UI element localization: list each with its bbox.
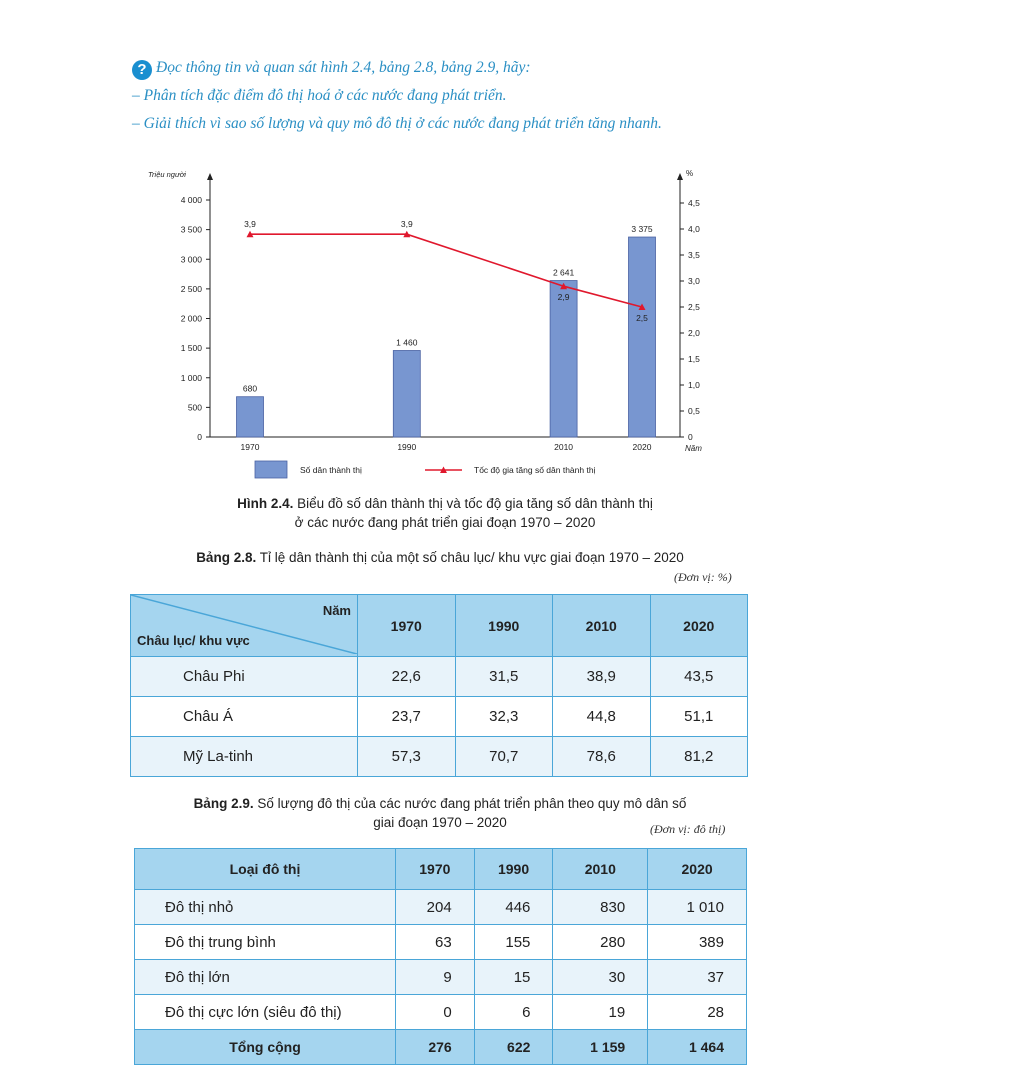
left-tick-label: 1 500 <box>180 343 202 354</box>
legend-line-label: Tốc độ gia tăng số dân thành thị <box>474 465 596 475</box>
cell: 9 <box>396 960 475 995</box>
table28-year-2020: 2020 <box>650 595 748 657</box>
cell: 204 <box>396 890 475 925</box>
row-name: Đô thị trung bình <box>135 925 396 960</box>
table29-year-1970: 1970 <box>396 849 475 890</box>
left-axis-arrow <box>207 173 213 180</box>
figure-caption <box>150 494 740 532</box>
legend-bar-swatch <box>255 461 287 478</box>
bar-label-1990: 1 460 <box>396 337 418 348</box>
cell: 1 464 <box>648 1030 747 1065</box>
cell: 44,8 <box>553 697 651 737</box>
cell: 446 <box>474 890 553 925</box>
right-tick-label: 4,5 <box>688 198 700 208</box>
table28-header <box>131 595 748 657</box>
question-line-1: ? Đọc thông tin và quan sát hình 2.4, bảng 2.8, bảng 2.9, hãy: <box>132 54 772 82</box>
table-row <box>131 657 748 697</box>
left-tick-label: 2 500 <box>180 283 202 294</box>
cell: 23,7 <box>358 697 456 737</box>
cell: 155 <box>474 925 553 960</box>
bar-label-2010: 2 641 <box>552 267 575 278</box>
cell: 78,6 <box>553 737 651 777</box>
cell: 1 010 <box>648 890 747 925</box>
right-tick-label: 4,0 <box>688 224 700 234</box>
bar-1970 <box>237 397 264 437</box>
left-tick-label: 4 000 <box>180 195 202 205</box>
line-label-2020: 2,5 <box>636 313 648 323</box>
bar-label-2020: 3 375 <box>631 224 653 235</box>
question-icon: ? <box>132 60 152 80</box>
line-label-2010: 2,9 <box>557 292 570 303</box>
question-line-3: – Giải thích vì sao số lượng và quy mô đô thị ở các nước đang phát triển tăng nhanh. <box>132 115 662 132</box>
x-tick-label-1990: 1990 <box>397 442 417 452</box>
table-row <box>135 995 747 1030</box>
left-tick-label: 3 000 <box>180 254 202 265</box>
cell: 57,3 <box>358 737 456 777</box>
table-row <box>135 925 747 960</box>
table-row <box>135 890 747 925</box>
cell: 622 <box>474 1030 553 1065</box>
x-tick-label-2020: 2020 <box>632 442 652 452</box>
table28-label: Bảng 2.8. <box>196 550 257 565</box>
cell: 22,6 <box>358 657 456 697</box>
table28-year-1990: 1990 <box>455 595 553 657</box>
cell: 830 <box>553 890 648 925</box>
left-tick-label: 0 <box>197 432 202 442</box>
table28-caption <box>140 548 740 567</box>
cell: 15 <box>474 960 553 995</box>
table29-year-1990: 1990 <box>474 849 553 890</box>
row-name: Đô thị lớn <box>135 960 396 995</box>
cell: 38,9 <box>553 657 651 697</box>
row-name: Mỹ La-tinh <box>131 737 358 777</box>
table29-type-header: Loại đô thị <box>135 849 396 890</box>
left-tick-label: 3 500 <box>180 224 202 235</box>
table28-title: Tỉ lệ dân thành thị của một số châu lục/ khu vực giai đoạn 1970 – 2020 <box>259 550 684 565</box>
bar-2020 <box>629 237 656 437</box>
table-total-row <box>135 1030 747 1065</box>
right-tick-label: 0,5 <box>688 406 700 416</box>
x-axis-title: Năm <box>685 444 702 453</box>
table29-year-2010: 2010 <box>553 849 648 890</box>
cell: 32,3 <box>455 697 553 737</box>
table28-year-header: Năm <box>322 603 351 618</box>
table29-title-line-1: Số lượng đô thị của các nước đang phát triển phân theo quy mô dân số <box>257 796 687 811</box>
right-axis-arrow <box>677 173 683 180</box>
question-block <box>132 54 772 138</box>
cell: 280 <box>553 925 648 960</box>
bar-label-1970: 680 <box>242 383 258 394</box>
cell: 81,2 <box>650 737 748 777</box>
table28-year-2010: 2010 <box>553 595 651 657</box>
right-tick-label: 2,0 <box>688 328 700 338</box>
figure-caption-line-2: ở các nước đang phát triển giai đoạn 1970 – 2020 <box>294 515 596 530</box>
bar-2010 <box>550 281 577 437</box>
line-label-1990: 3,9 <box>400 219 413 230</box>
right-tick-label: 3,5 <box>688 250 700 260</box>
right-tick-label: 0 <box>688 432 693 442</box>
figure-label: Hình 2.4. <box>237 496 294 511</box>
row-name: Đô thị nhỏ <box>135 890 396 925</box>
question-line-2: – Phân tích đặc điểm đô thị hoá ở các nước đang phát triển. <box>132 87 507 104</box>
left-tick-label: 1 000 <box>180 372 202 383</box>
table29-label: Bảng 2.9. <box>193 796 254 811</box>
table28-year-1970: 1970 <box>358 595 456 657</box>
line-label-1970: 3,9 <box>244 219 256 230</box>
x-tick-label-2010: 2010 <box>554 442 574 452</box>
table28-corner-header <box>131 595 358 657</box>
right-tick-label: 2,5 <box>688 302 700 312</box>
total-label: Tổng cộng <box>135 1030 396 1065</box>
table-city-count <box>134 848 747 1065</box>
cell: 70,7 <box>455 737 553 777</box>
table28-region-header: Châu lục/ khu vực <box>137 633 250 648</box>
right-tick-label: 1,5 <box>688 354 700 364</box>
cell: 389 <box>648 925 747 960</box>
left-axis-title: Triệu người <box>148 170 186 179</box>
cell: 37 <box>648 960 747 995</box>
table29-header <box>135 849 747 890</box>
right-tick-label: 1,0 <box>688 380 700 390</box>
cell: 51,1 <box>650 697 748 737</box>
cell: 6 <box>474 995 553 1030</box>
right-tick-label: 3,0 <box>688 276 700 286</box>
table29-unit: (Đơn vị: đô thị) <box>650 822 726 836</box>
growth-rate-line <box>250 234 642 307</box>
cell: 0 <box>396 995 475 1030</box>
cell: 30 <box>553 960 648 995</box>
table-urban-ratio <box>130 594 748 777</box>
bar-1990 <box>393 350 420 437</box>
cell: 63 <box>396 925 475 960</box>
cell: 19 <box>553 995 648 1030</box>
figure-caption-line-1: Biểu đồ số dân thành thị và tốc độ gia tăng số dân thành thị <box>297 496 653 511</box>
table-row <box>131 697 748 737</box>
cell: 1 159 <box>553 1030 648 1065</box>
table28-unit: (Đơn vị: %) <box>674 570 732 584</box>
row-name: Đô thị cực lớn (siêu đô thị) <box>135 995 396 1030</box>
x-tick-label-1970: 1970 <box>240 442 260 452</box>
cell: 43,5 <box>650 657 748 697</box>
cell: 28 <box>648 995 747 1030</box>
table-row <box>135 960 747 995</box>
table29-title-line-2: giai đoạn 1970 – 2020 <box>373 815 507 830</box>
table29-year-2020: 2020 <box>648 849 747 890</box>
row-name: Châu Á <box>131 697 358 737</box>
left-tick-label: 2 000 <box>180 313 202 324</box>
legend-bar-label: Số dân thành thị <box>300 465 362 475</box>
cell: 276 <box>396 1030 475 1065</box>
cell: 31,5 <box>455 657 553 697</box>
left-tick-label: 500 <box>187 402 202 413</box>
table-row <box>131 737 748 777</box>
right-axis-title: % <box>686 169 694 178</box>
urban-population-chart <box>140 160 730 480</box>
row-name: Châu Phi <box>131 657 358 697</box>
